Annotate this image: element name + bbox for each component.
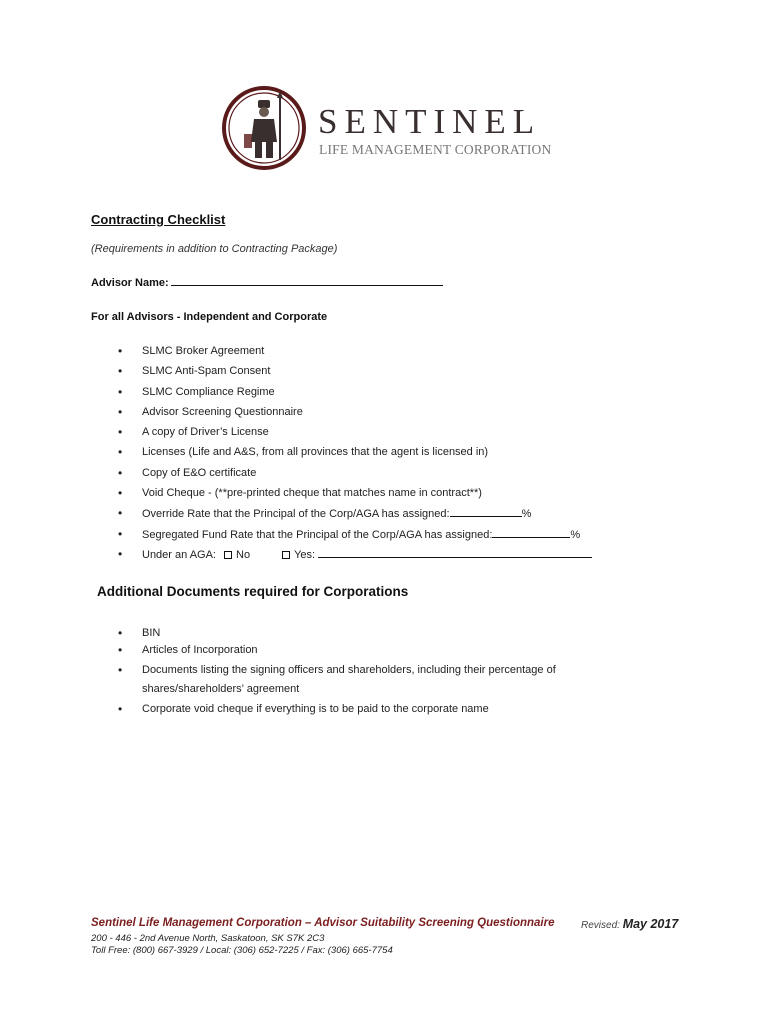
- list-item: • Documents listing the signing officers and shareholders, including their percentage of: [118, 663, 556, 677]
- list-item: • SLMC Broker Agreement: [118, 344, 265, 358]
- list-item: • Corporate void cheque if everything is to be paid to the corporate name: [118, 702, 489, 716]
- list-item-continuation: shares/shareholders’ agreement: [142, 683, 300, 695]
- bullet-icon: •: [118, 526, 123, 541]
- list-item: • Advisor Screening Questionnaire: [118, 404, 303, 419]
- bullet-icon: •: [118, 465, 123, 480]
- list-item: • Void Cheque - (**pre-printed cheque that matches name in contract**): [118, 486, 482, 501]
- checklist-corporations: [118, 626, 556, 720]
- bullet-icon: •: [118, 626, 123, 640]
- revised-date: May 2017: [622, 917, 679, 931]
- aga-no-checkbox[interactable]: [224, 551, 232, 559]
- override-rate-item: • Override Rate that the Principal of the Corp/AGA has assigned: %: [118, 506, 532, 521]
- footer-contact: [91, 933, 393, 957]
- company-logo: [222, 86, 552, 176]
- bullet-icon: •: [118, 364, 123, 379]
- page-title: Contracting Checklist: [91, 212, 226, 227]
- checklist-all-advisors: [118, 344, 592, 567]
- list-item: • Copy of E&O certificate: [118, 465, 257, 480]
- footer-revised: [581, 917, 678, 931]
- footer-phones: Toll Free: (800) 667-3929 / Local: (306) 652-7225 / Fax: (306) 665-7754: [91, 945, 393, 956]
- list-item: • SLMC Compliance Regime: [118, 384, 275, 399]
- bullet-icon: •: [118, 425, 123, 440]
- bullet-icon: •: [118, 506, 123, 521]
- aga-yes-blank[interactable]: [318, 547, 592, 558]
- list-item: • BIN: [118, 626, 161, 640]
- aga-item: • Under an AGA: No Yes:: [118, 547, 592, 567]
- override-rate-blank[interactable]: [450, 506, 522, 517]
- bullet-icon: •: [118, 546, 123, 561]
- bullet-icon: •: [118, 404, 123, 419]
- list-item: • Articles of Incorporation: [118, 643, 258, 657]
- bullet-icon: •: [118, 486, 123, 501]
- bullet-icon: •: [118, 663, 123, 677]
- advisor-name-label: Advisor Name:: [91, 277, 169, 289]
- aga-yes-checkbox[interactable]: [282, 551, 290, 559]
- page-subtitle: (Requirements in addition to Contracting Package): [91, 243, 338, 255]
- bullet-icon: •: [118, 384, 123, 399]
- revised-label: Revised:: [581, 920, 620, 931]
- section-heading-all-advisors: For all Advisors - Independent and Corporate: [91, 311, 328, 323]
- footer-address: 200 - 446 - 2nd Avenue North, Saskatoon, SK S7K 2C3: [91, 933, 325, 944]
- section-heading-corporations: Additional Documents required for Corporations: [97, 584, 409, 599]
- footer-title: Sentinel Life Management Corporation – Advisor Suitability Screening Questionnaire: [91, 917, 555, 929]
- advisor-name-field[interactable]: [91, 275, 443, 289]
- list-item: • A copy of Driver’s License: [118, 425, 269, 440]
- list-item: • SLMC Anti-Spam Consent: [118, 364, 271, 379]
- bullet-icon: •: [118, 344, 123, 358]
- segregated-rate-item: • Segregated Fund Rate that the Principal of the Corp/AGA has assigned: %: [118, 526, 581, 541]
- company-name: SENTINEL: [318, 102, 542, 141]
- bullet-icon: •: [118, 643, 123, 657]
- bullet-icon: •: [118, 702, 123, 716]
- advisor-name-blank[interactable]: [171, 275, 443, 286]
- list-item: • Licenses (Life and A&S, from all provinces that the agent is licensed in): [118, 445, 489, 460]
- segregated-rate-blank[interactable]: [492, 527, 570, 538]
- company-subtitle: LIFE MANAGEMENT CORPORATION: [319, 142, 552, 157]
- sentinel-guard-icon: [222, 86, 306, 170]
- bullet-icon: •: [118, 445, 123, 460]
